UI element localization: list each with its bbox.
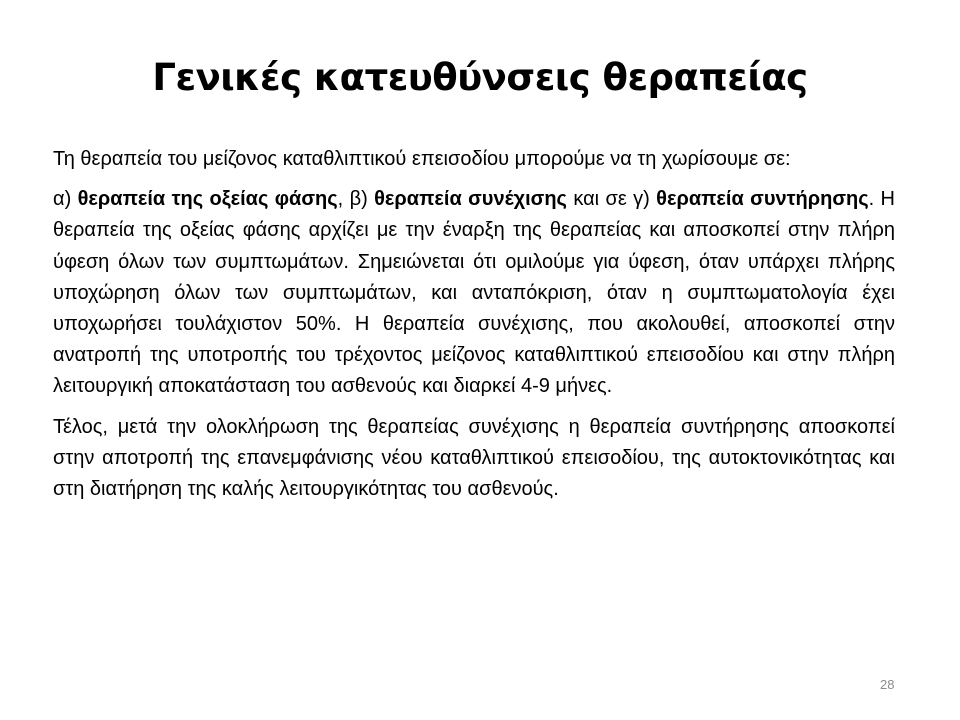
phase-a-prefix: α) (53, 188, 78, 211)
phase-continuation-term: θεραπεία συνέχισης (374, 188, 567, 211)
phases-paragraph (53, 184, 895, 402)
slide-title: Γενικές κατευθύνσεις θεραπείας (152, 56, 808, 99)
phase-acute-term: θεραπεία της οξείας φάσης (77, 188, 338, 211)
intro-paragraph: Τη θεραπεία του μείζονος καταθλιπτικού επεισοδίου μπορούμε να τη χωρίσουμε σε: (53, 148, 791, 170)
slide-body (53, 144, 895, 514)
phases-description: . Η θεραπεία της οξείας φάσης αρχίζει με την έναρξη της θεραπείας και αποσκοπεί στην πλήρη ύφεση όλων των συμπτωμάτων. Σημειώνεται ότι ομιλούμε για ύφεση, όταν υπάρχει πλήρης υποχώρηση όλων των συμπτωμάτων, και ανταπόκριση, όταν η συμπτωματολογία έχει υποχωρήσει τουλάχιστον 50%. Η θεραπεία συνέχισης, που ακολουθεί, αποσκοπεί στην ανατροπή της υποτροπής του τρέχοντος μείζονος καταθλιπτικού επεισοδίου και στην πλήρη λειτουργική αποκατάσταση του ασθενούς και διαρκεί 4-9 μήνες. (53, 188, 895, 398)
maintenance-paragraph: Τέλος, μετά την ολοκλήρωση της θεραπείας συνέχισης η θεραπεία συντήρησης αποσκοπεί στην αποτροπή της επανεμφάνισης νέου καταθλιπτικού επεισοδίου, της αυτοκτονικότητας και στη διατήρηση της καλής λειτουργικότητας του ασθενούς. (53, 415, 895, 501)
phase-b-prefix: , β) (337, 188, 375, 211)
page-number: 28 (880, 677, 895, 692)
phase-c-prefix: και σε γ) (566, 188, 657, 211)
phase-maintenance-term: θεραπεία συντήρησης (656, 188, 869, 211)
